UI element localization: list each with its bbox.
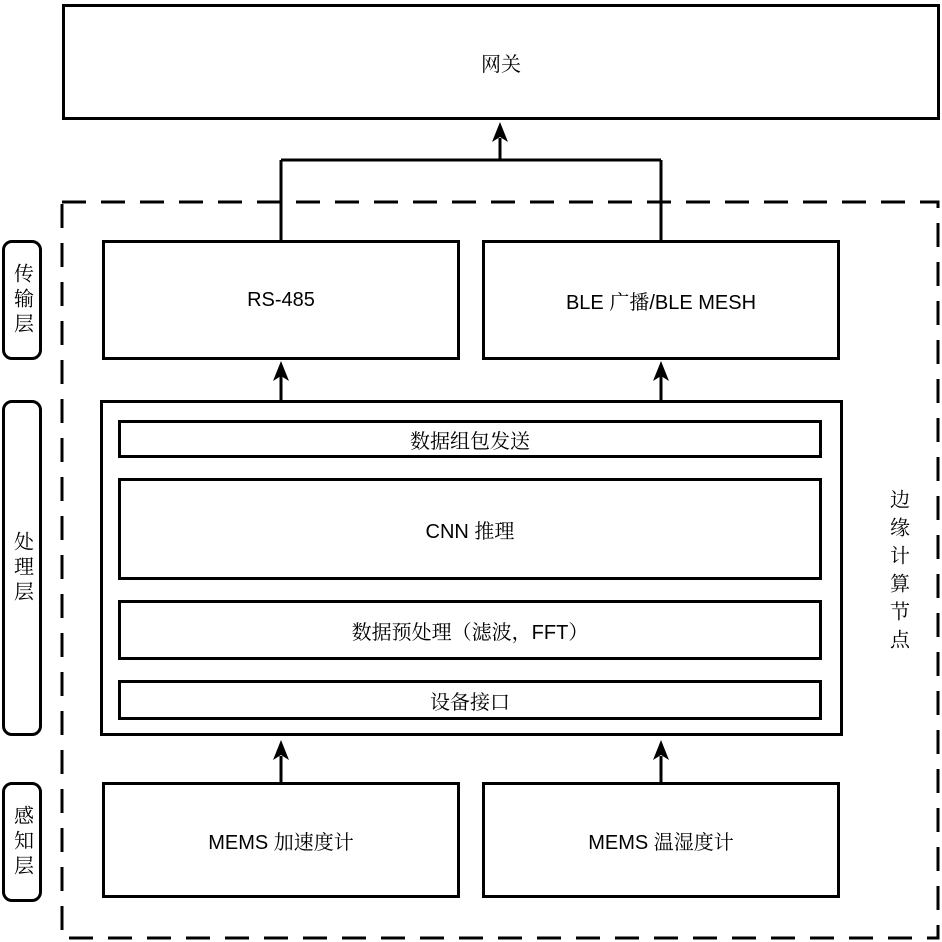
layer-label-perception [2, 782, 42, 902]
rs485-label: RS-485 [247, 288, 315, 311]
data-packet-send-box [118, 420, 822, 458]
edge-node-label-text: 边缘计算节点 [886, 489, 909, 657]
mems-accelerometer-label: MEMS 加速度计 [208, 831, 354, 854]
layer-label-text: 传输层 [10, 262, 33, 338]
data-packet-send-label: 数据组包发送 [410, 430, 530, 453]
connector-transport-to-gateway [281, 138, 661, 240]
layer-label-processing [2, 400, 42, 736]
device-interface-label: 设备接口 [430, 691, 510, 714]
layer-label-text: 感知层 [10, 804, 33, 880]
mems-accelerometer-box [102, 782, 460, 898]
rs485-box [102, 240, 460, 360]
edge-node-label [880, 478, 916, 668]
mems-temp-humidity-label: MEMS 温湿度计 [588, 831, 734, 854]
data-preprocess-label: 数据预处理（滤波，FFT） [351, 621, 589, 644]
mems-temp-humidity-box [482, 782, 840, 898]
layer-label-transport [2, 240, 42, 360]
cnn-inference-label: CNN 推理 [425, 520, 515, 543]
device-interface-box [118, 680, 822, 720]
ble-box [482, 240, 840, 360]
cnn-inference-box [118, 478, 822, 580]
ble-label: BLE 广播/BLE MESH [565, 291, 757, 314]
gateway-label: 网关 [481, 53, 521, 76]
data-preprocess-box [118, 600, 822, 660]
gateway-box [62, 4, 940, 120]
layer-label-text: 处理层 [10, 530, 33, 606]
